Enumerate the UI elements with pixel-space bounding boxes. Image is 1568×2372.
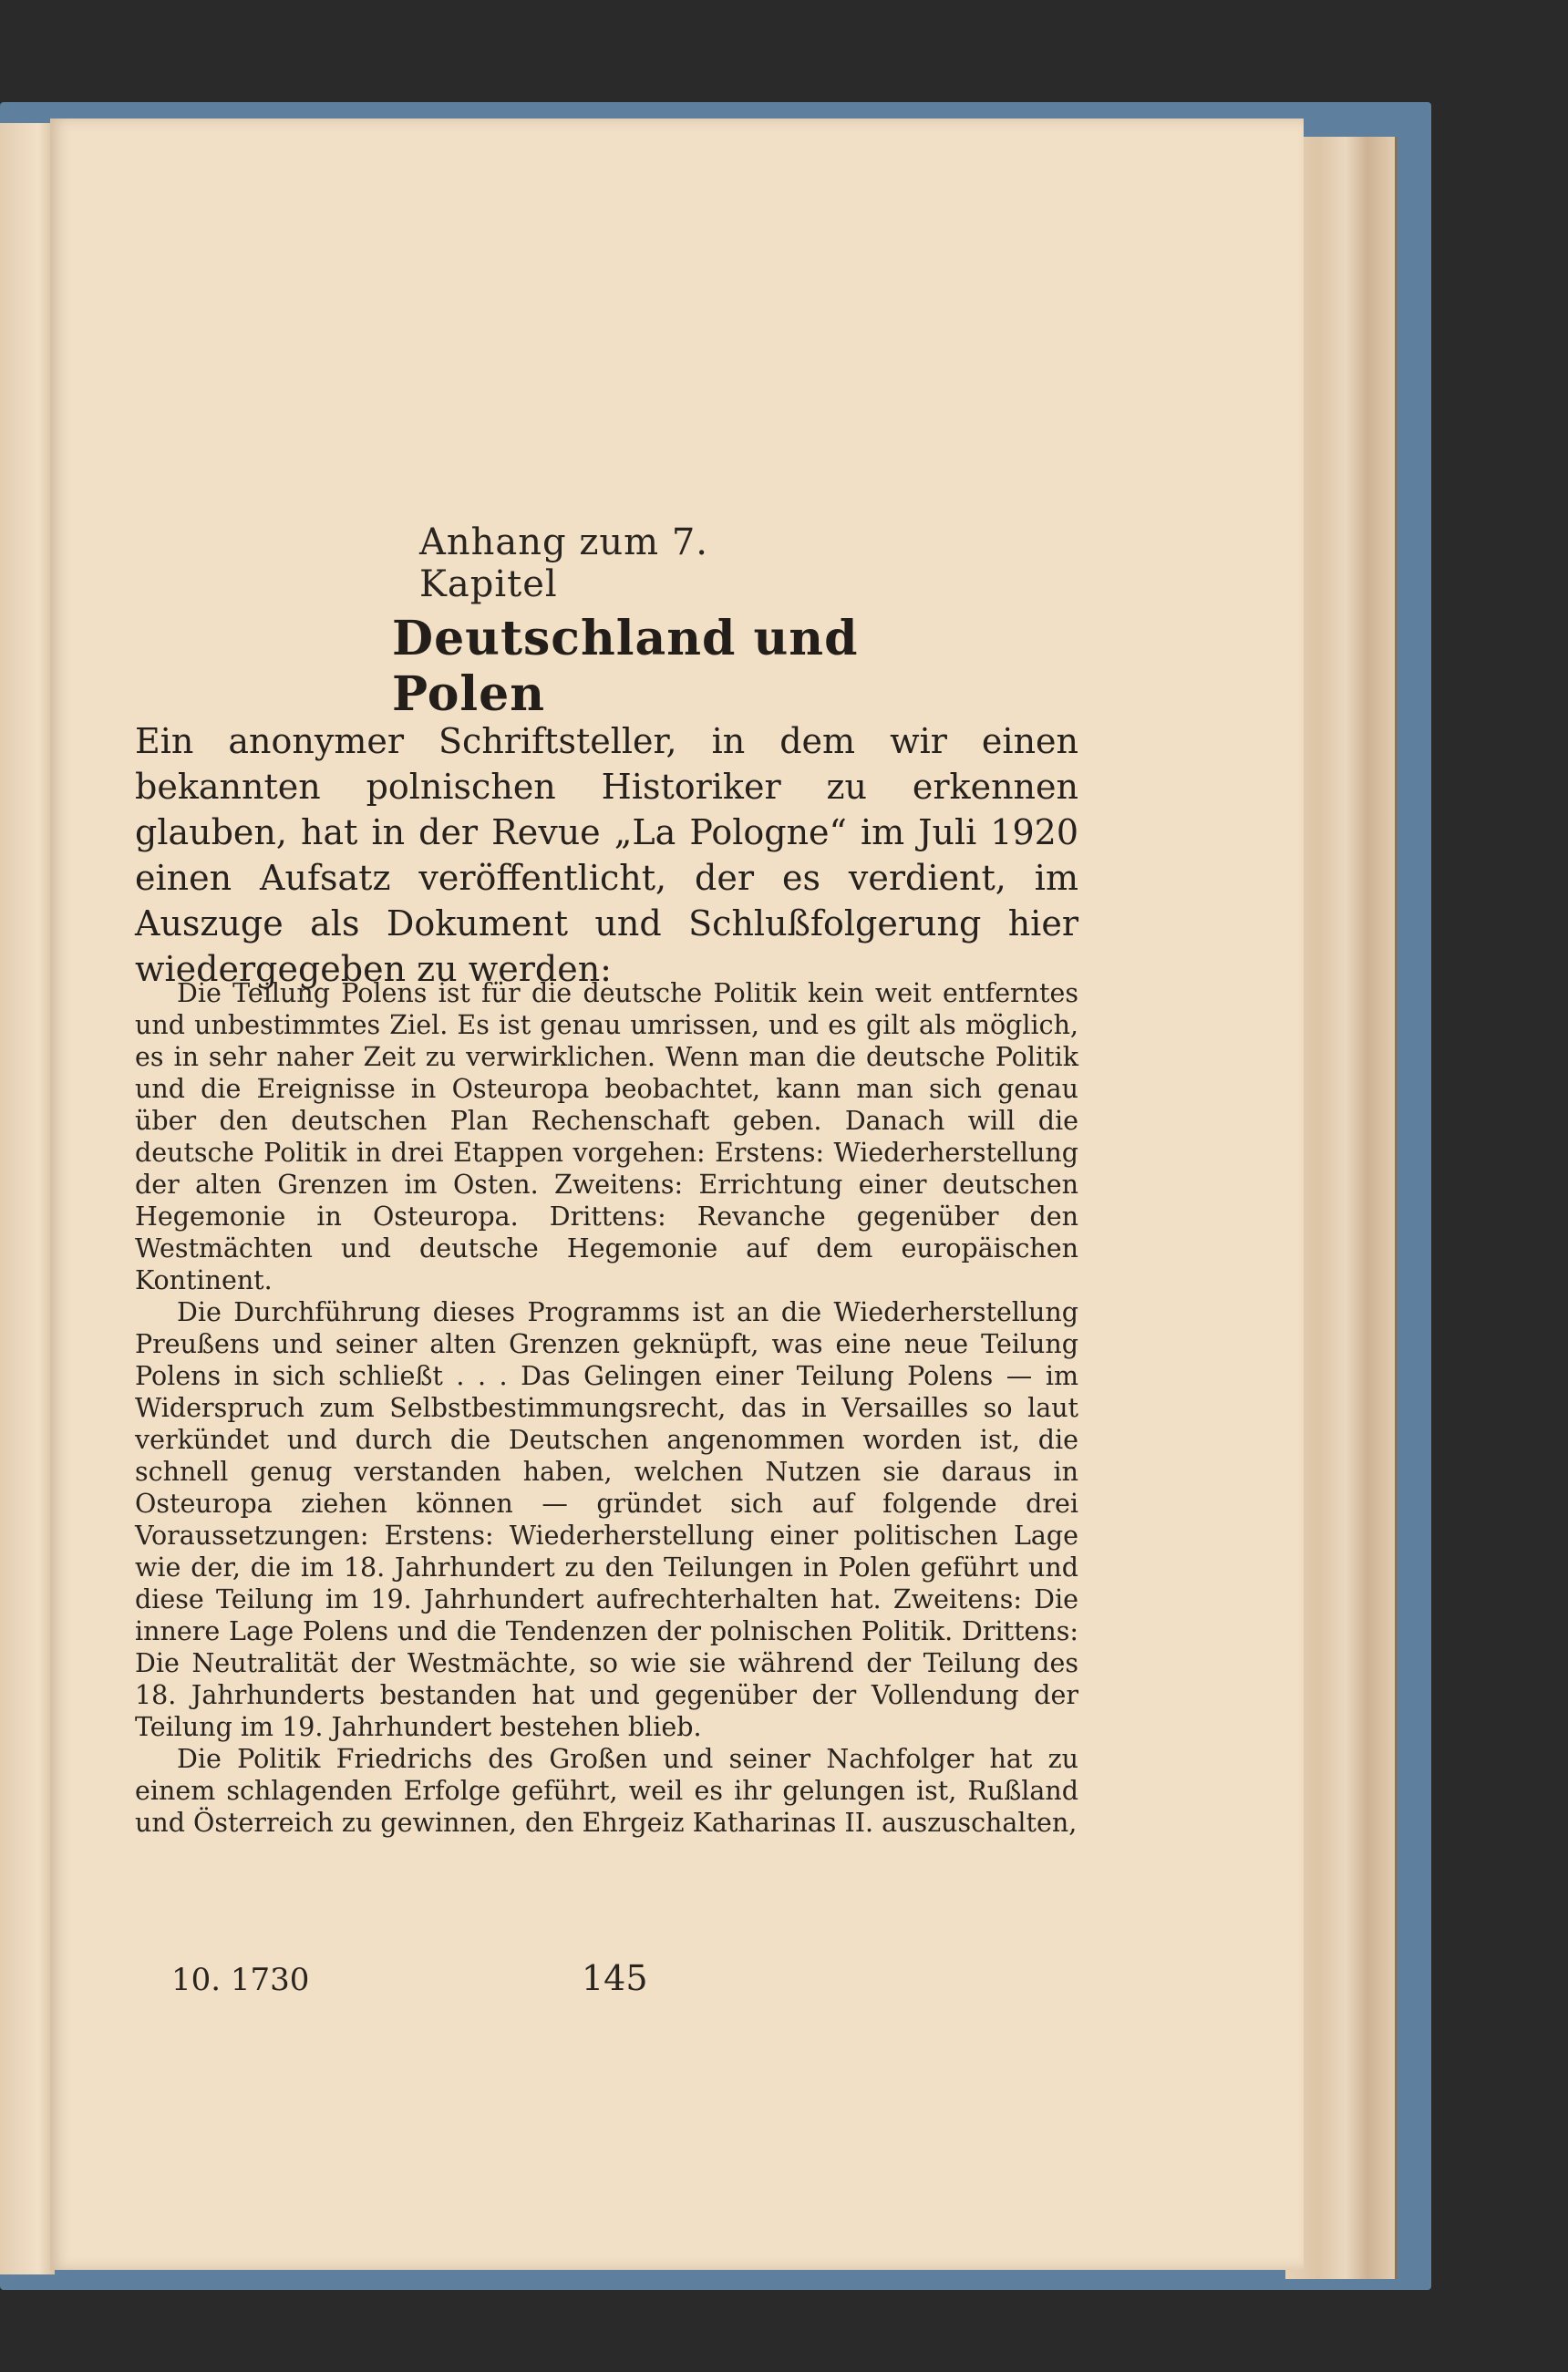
intro-text: Ein anonymer Schriftsteller, in dem wir einen bekannten polnischen Historiker zu erkennen glauben, hat in der Revue „La Pologne“ im Juli 1920 einen Aufsatz veröffentlicht, der es verdient, im Auszuge als Dokument und Schlußfolgerung hier wiedergegeben zu werden: <box>135 721 1078 989</box>
chapter-heading: Anhang zum 7. Kapitel <box>419 521 708 605</box>
body-paragraph: Die Teilung Polens ist für die deutsche Politik kein weit entferntes und unbestimmtes Ziel. Es ist genau umrissen, und es gilt als möglich, es in sehr naher Zeit zu verwirklichen. Wenn man die deutsche Politik und die Ereignisse in Osteuropa beobachtet, kann man sich genau über den deutschen Plan Rechenschaft geben. Danach will die deutsche Politik in drei Etappen vorgehen: Erstens: Wiederherstellung der alten Grenzen im Osten. Zweitens: Errichtung einer deutschen Hegemonie in Osteuropa. Drittens: Revanche gegenüber den Westmächten und deutsche Hegemonie auf dem europäischen Kontinent. <box>135 978 1078 1295</box>
left-page-edge <box>0 123 55 2274</box>
body-paragraph: Die Durchführung dieses Programms ist an die Wiederherstellung Preußens und seiner alten Grenzen geknüpft, was eine neue Teilung Polens in sich schließt . . . Das Gelingen einer Teilung Polens — im Widerspruch zum Selbstbestimmungsrecht, das in Versailles so laut verkündet und durch die Deutschen angenommen worden ist, die schnell genug verstanden haben, welchen Nutzen sie daraus in Osteuropa ziehen können — gründet sich auf folgende drei Voraussetzungen: Erstens: Wiederherstellung einer politischen Lage wie der, die im 18. Jahrhundert zu den Teilungen in Polen geführt und diese Teilung im 19. Jahrhundert aufrechterhalten hat. Zweitens: Die innere Lage Polens und die Tendenzen der polnischen Politik. Drittens: Die Neutralität der Westmächte, so wie sie während der Teilung des 18. Jahrhunderts bestanden hat und gegenüber der Vollendung der Teilung im 19. Jahrhundert bestehen blieb. <box>135 1297 1078 1742</box>
intro-paragraph <box>135 718 1078 992</box>
printer-signature: 10. 1730 <box>171 1962 310 1998</box>
page-title: Deutschland und Polen <box>392 611 859 722</box>
body-paragraph: Die Politik Friedrichs des Großen und seiner Nachfolger hat zu einem schlagenden Erfolge geführt, weil es ihr gelungen ist, Rußland und Österreich zu gewinnen, den Ehrgeiz Katharinas II. auszuschalten, <box>135 1744 1078 1838</box>
page-number: 145 <box>582 1958 648 1998</box>
quoted-excerpt <box>135 977 1078 1839</box>
